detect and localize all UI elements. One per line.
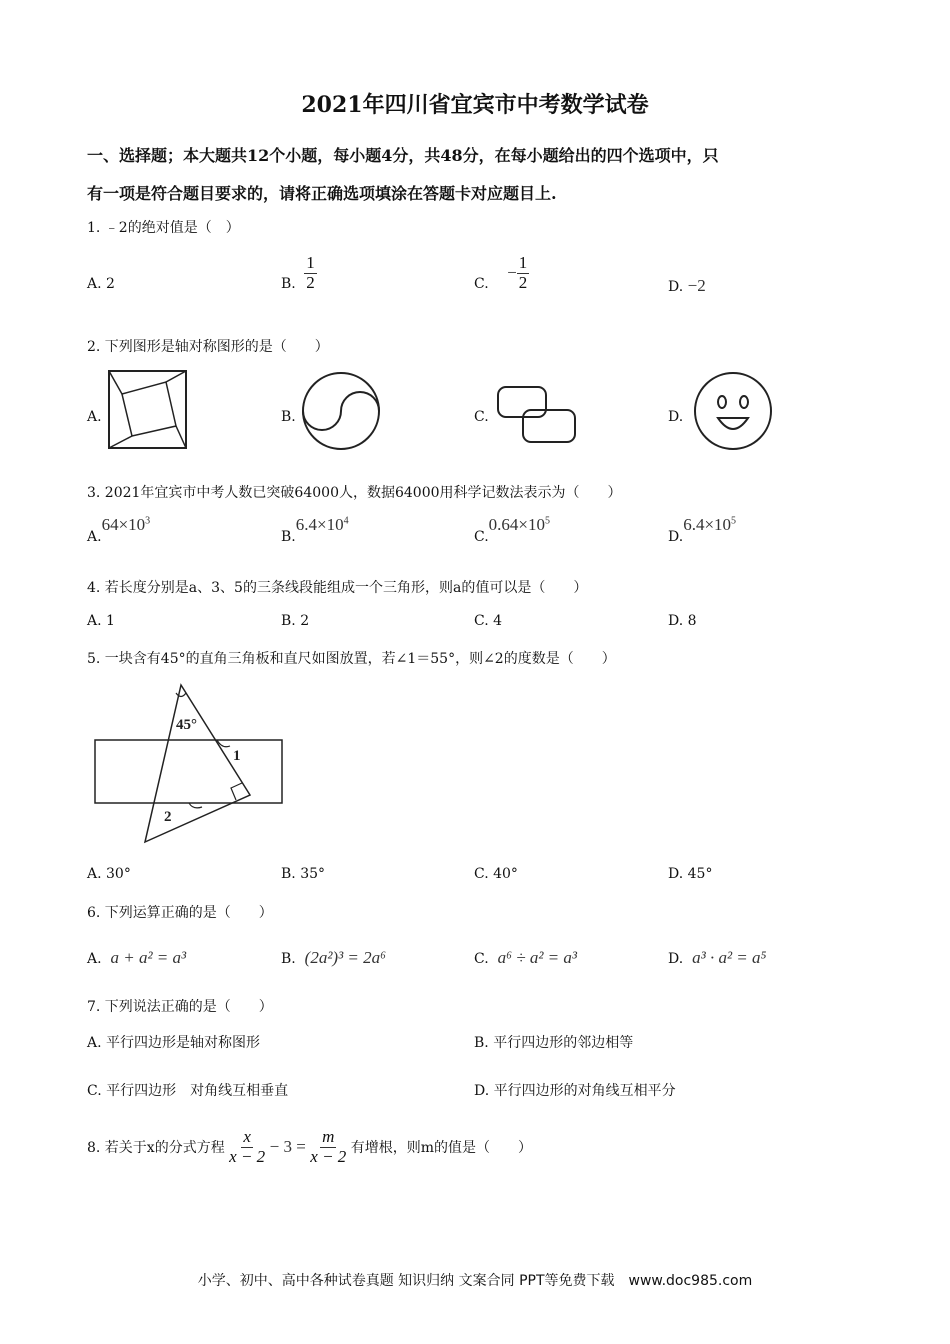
triangle-ruler-figure: [90, 680, 290, 850]
interlocked-links-figure: [495, 384, 580, 446]
q5-option-b: B. 35°: [281, 866, 326, 882]
q5-option-d: D. 45°: [668, 866, 713, 882]
q6-option-b: B. (2a²)³ = 2a⁶: [281, 948, 387, 967]
angle-45-label: 45°: [176, 717, 197, 733]
q4-stem: 4. 若长度分别是a、3、5的三条线段能组成一个三角形，则a的值可以是（ ）: [87, 580, 588, 596]
q3-option-a: $A.64\times 10^3$: [87, 515, 151, 545]
q6-stem: 6. 下列运算正确的是（ ）: [87, 905, 273, 921]
q2-option-d-label: D.: [668, 409, 684, 425]
q4-option-c: C. 4: [474, 613, 503, 629]
q1-option-a: A. 2: [87, 276, 115, 292]
q7-option-c: C. 平行四边形 对角线互相垂直: [87, 1083, 289, 1099]
q1-option-c: C. − $\frac{1}{2}$: [474, 253, 528, 293]
q1-option-b: B. $\frac{1}{2}$: [281, 253, 315, 293]
yin-yang-curve-figure: [300, 370, 382, 452]
q5-option-c: C. 40°: [474, 866, 518, 882]
q7-option-d: D. 平行四边形的对角线互相平分: [474, 1083, 676, 1099]
q5-option-a: A. 30°: [87, 866, 131, 882]
q8-stem: 8. 若关于x的分式方程 $\frac{x}{x - 2}$ − 3 = $\frac{m}{x - 2}$ 有增根，则m的值是（ ）: [87, 1127, 533, 1166]
q6-option-a: A. a + a² = a³: [87, 948, 187, 967]
q7-option-b: B. 平行四边形的邻边相等: [474, 1035, 634, 1051]
page-footer: 小学、初中、高中各种试卷真题 知识归纳 文案合同 PPT等免费下载 www.doc985.com: [197, 1273, 753, 1289]
q1-option-d: D. −2: [668, 276, 706, 295]
q7-stem: 7. 下列说法正确的是（ ）: [87, 999, 273, 1015]
q4-option-b: B. 2: [281, 613, 310, 629]
q7-option-a: A. 平行四边形是轴对称图形: [87, 1035, 261, 1051]
q3-option-c: $C.0.64\times 10^5$: [474, 515, 551, 545]
q2-option-c-label: C.: [474, 409, 489, 425]
angle-2-label: 2: [164, 809, 172, 825]
smiley-face-figure: [692, 370, 774, 452]
q2-stem: 2. 下列图形是轴对称图形的是（ ）: [87, 339, 329, 355]
q3-option-b: $B.6.4\times 10^4$: [281, 515, 349, 545]
section-heading-line2: 有一项是符合题目要求的，请将正确选项填涂在答题卡对应题目上.: [87, 184, 557, 203]
q3-stem: 3. 2021年宜宾市中考人数已突破64000人，数据64000用科学记数法表示为（ ）: [87, 485, 622, 501]
angle-1-label: 1: [233, 748, 241, 764]
q2-option-a-label: A.: [87, 409, 102, 425]
q6-option-d: D. a³ · a² = a⁵: [668, 948, 767, 967]
q4-option-d: D. 8: [668, 613, 697, 629]
q2-option-b-label: B.: [281, 409, 296, 425]
q4-option-a: A. 1: [87, 613, 115, 629]
page-title: 2021年四川省宜宾市中考数学试卷: [301, 92, 649, 118]
q5-stem: 5. 一块含有45°的直角三角板和直尺如图放置，若∠1＝55°，则∠2的度数是（ ）: [87, 651, 616, 667]
q6-option-c: C. a⁶ ÷ a² = a³: [474, 948, 577, 967]
pinwheel-square-figure: [108, 370, 188, 450]
q1-stem: 1. ﹣2的绝对值是（ ）: [87, 220, 240, 236]
q3-option-d: $D.6.4\times 10^5$: [668, 515, 737, 545]
section-heading-line1: 一、选择题；本大题共12个小题，每小题4分，共48分，在每小题给出的四个选项中，只: [87, 146, 719, 165]
